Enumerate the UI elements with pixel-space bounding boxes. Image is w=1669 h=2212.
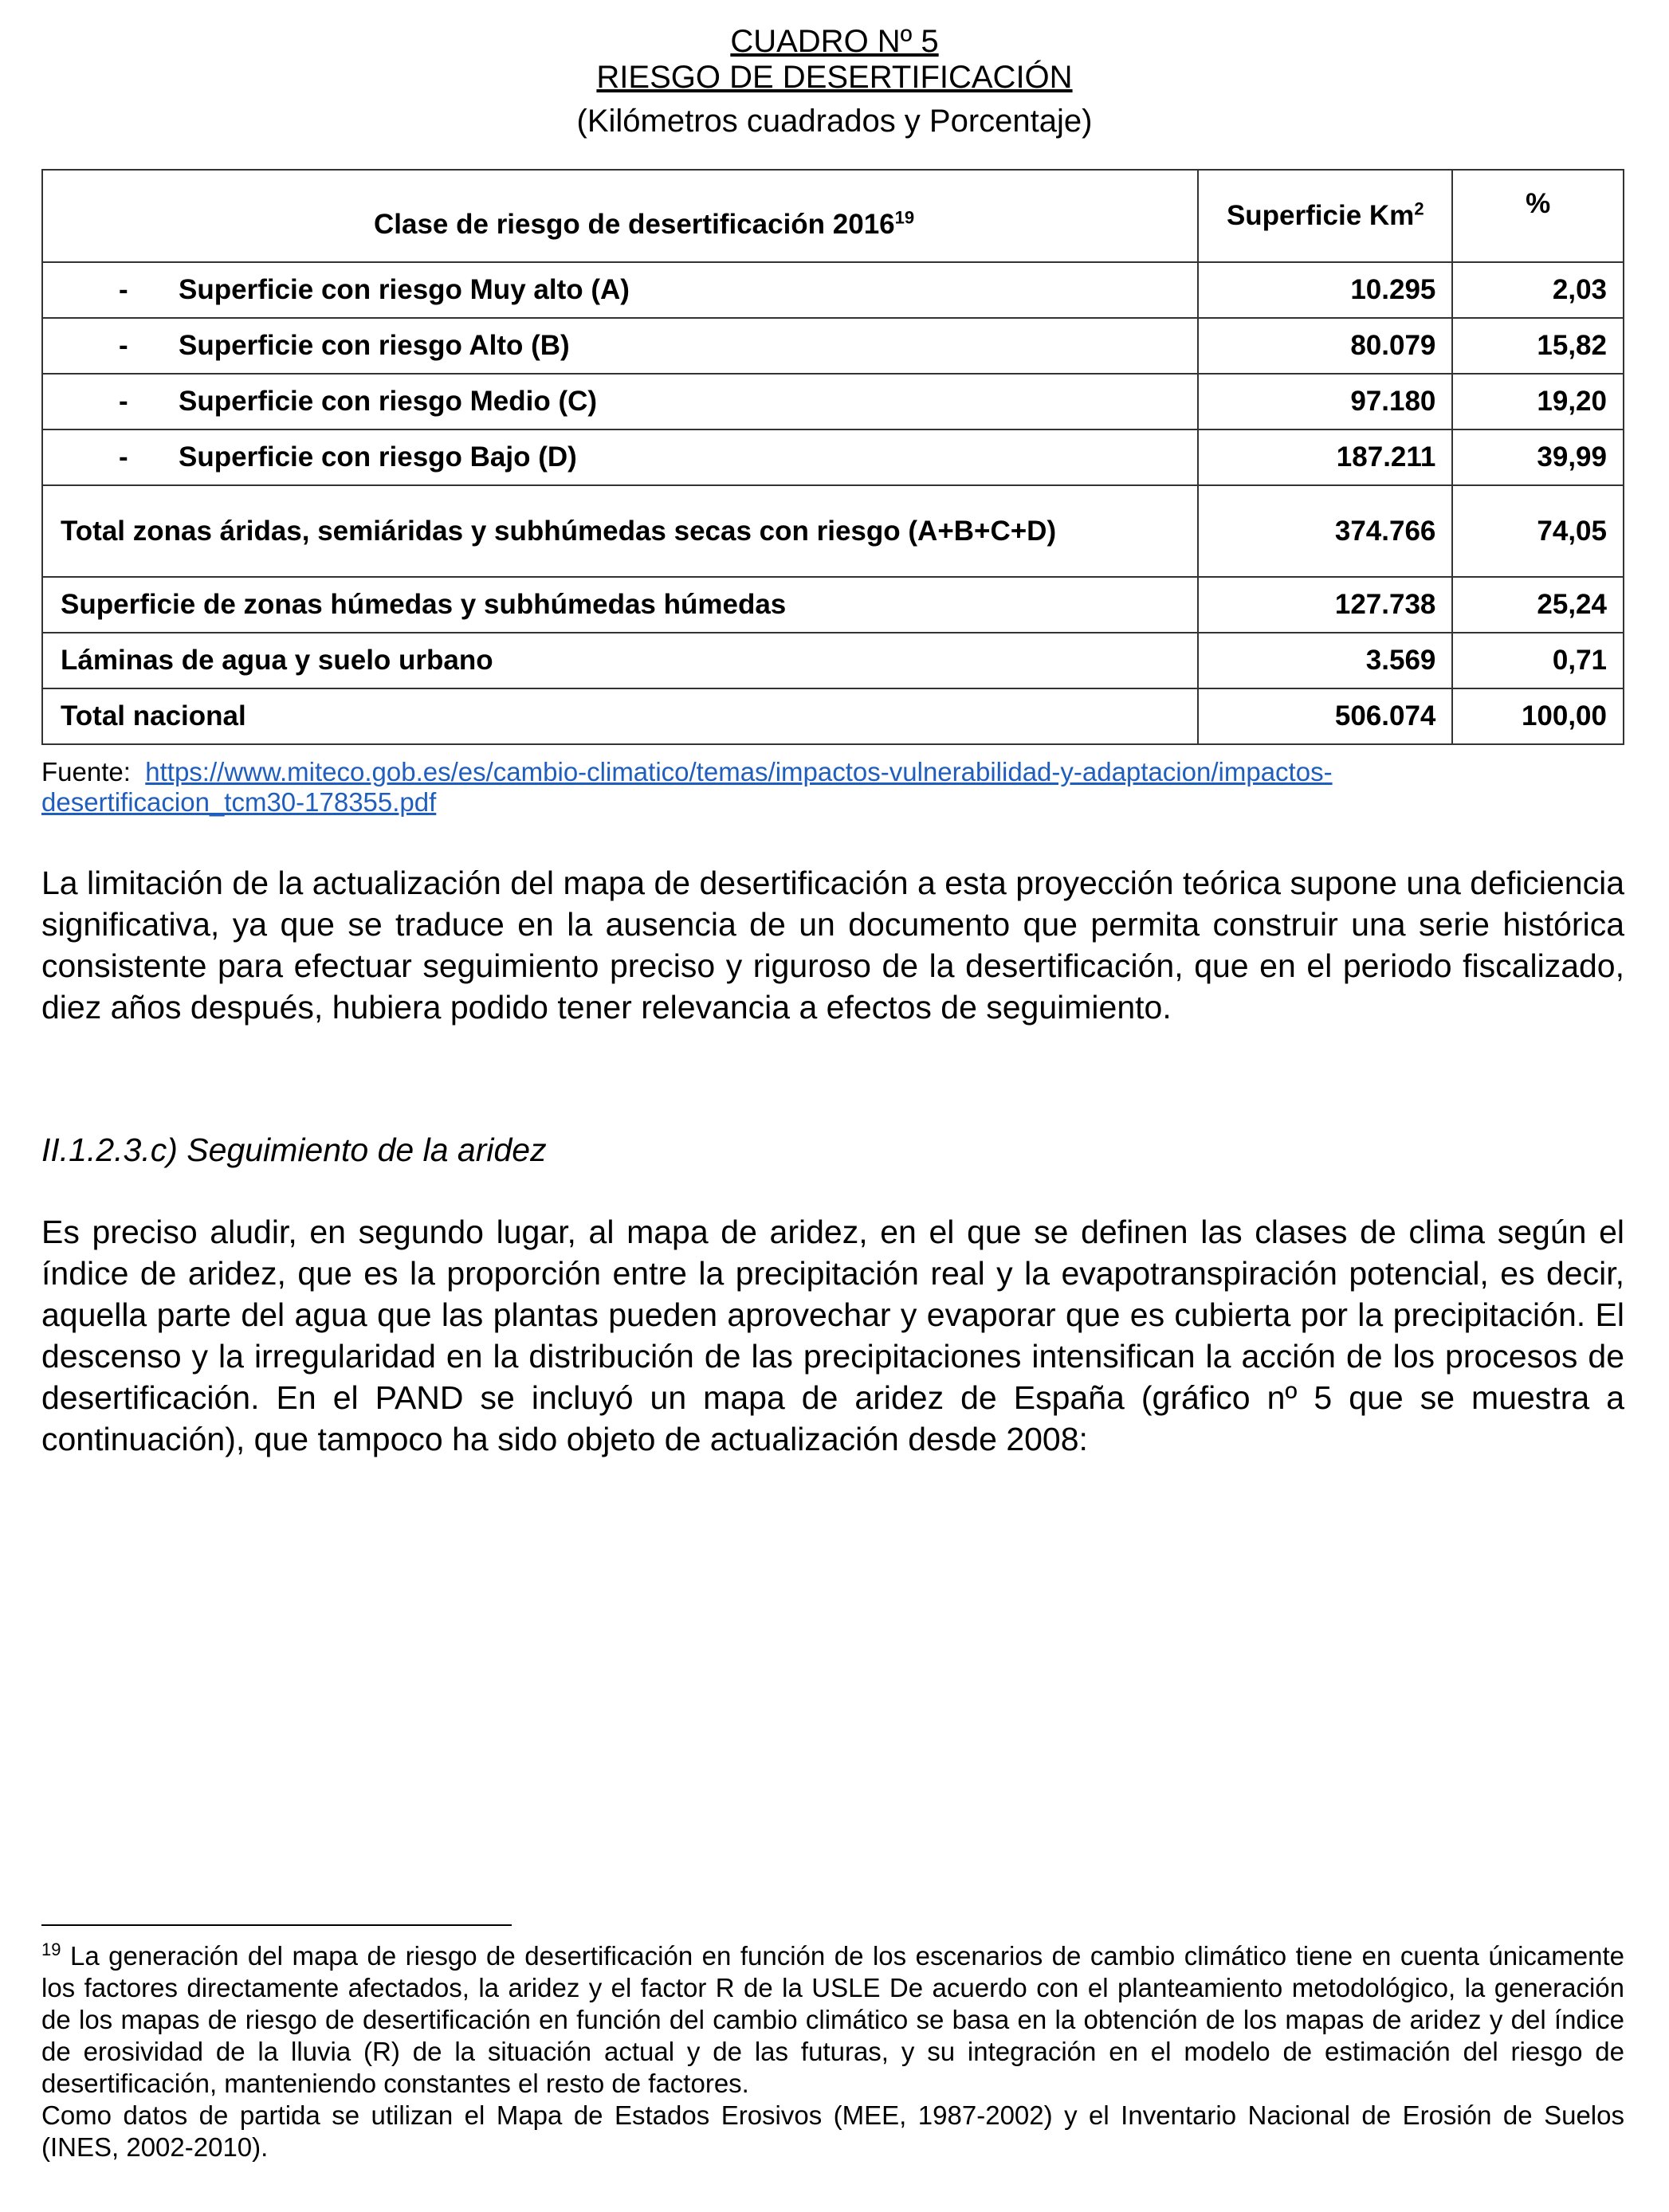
table-row — [42, 633, 1624, 688]
row-label: - Superficie con riesgo Alto (B) — [42, 318, 1198, 374]
footnote-text-1: $^{19}$ La generación del mapa de riesgo de desertificación en función de los escenarios de cambio climático tiene en cuenta únicamente los factores directamente afectados, la aridez y el factor R de la USLE De acuerdo con el planteamiento metodológico, la generación de los mapas de riesgo de desertificación en función del cambio climático se basa en la obtención de los mapas de aridez y del índice de erosividad de la lluvia (R) de la situación actual y de las futuras, y su integración en el modelo de estimación del riesgo de desertificación, manteniendo constantes el resto de factores. — [41, 1939, 1624, 2098]
footnote-text-2: Como datos de partida se utilizan el Mapa de Estados Erosivos (MEE, 1987-2002) y el Inventario Nacional de Erosión de Suelos (INES, 2002-2010). — [41, 2100, 1624, 2162]
source-label: Fuente: — [41, 757, 131, 786]
table-source — [41, 757, 1628, 818]
footnote-19 — [41, 1940, 1624, 2163]
table-number-title: CUADRO Nº 5 — [730, 24, 939, 59]
table-row — [42, 429, 1624, 485]
row-km2: 97.180 — [1198, 374, 1452, 429]
body-paragraph-1: La limitación de la actualización del mapa de desertificación a esta proyección teórica supone una deficiencia significativa, ya que se traduce en la ausencia de un documento que permita construir una serie histórica consistente para efectuar seguimiento preciso y riguroso de la desertificación, que en el periodo fiscalizado, diez años después, hubiera podido tener relevancia a efectos de seguimiento. — [41, 865, 1624, 1026]
row-km2: 3.569 — [1198, 633, 1452, 688]
header-percent: % — [1452, 170, 1624, 262]
row-pct: 19,20 — [1452, 374, 1624, 429]
footnote-mark: 19 — [41, 1939, 61, 1959]
row-pct: 2,03 — [1452, 262, 1624, 318]
source-link[interactable]: https://www.miteco.gob.es/es/cambio-climatico/temas/impactos-vulnerabilidad-y-adaptacion/impactos- desertificacion_tcm30-178355.pdf — [41, 757, 1333, 817]
row-label: - Superficie con riesgo Medio (C) — [42, 374, 1198, 429]
row-pct: 25,24 — [1452, 577, 1624, 633]
row-km2: 506.074 — [1198, 688, 1452, 744]
row-km2: 374.766 — [1198, 485, 1452, 577]
row-km2: 127.738 — [1198, 577, 1452, 633]
row-label: - Superficie con riesgo Bajo (D) — [42, 429, 1198, 485]
row-pct: 0,71 — [1452, 633, 1624, 688]
table-row — [42, 374, 1624, 429]
table-row — [42, 577, 1624, 633]
row-pct: 74,05 — [1452, 485, 1624, 577]
table-header-row — [42, 170, 1624, 262]
row-km2: 80.079 — [1198, 318, 1452, 374]
row-label: Total zonas áridas, semiáridas y subhúmedas secas con riesgo (A+B+C+D) — [42, 485, 1198, 577]
row-label: Total nacional — [42, 688, 1198, 744]
table-row-total-national — [42, 688, 1624, 744]
table-title-block — [0, 24, 1669, 141]
table-row — [42, 262, 1624, 318]
table-main-title: RIESGO DE DESERTIFICACIÓN — [596, 60, 1073, 95]
table-row-total-arid — [42, 485, 1624, 577]
row-label: Láminas de agua y suelo urbano — [42, 633, 1198, 688]
footnote-ref-19: 19 — [894, 207, 915, 228]
table-row — [42, 318, 1624, 374]
table-subtitle: (Kilómetros cuadrados y Porcentaje) — [576, 104, 1093, 139]
header-surface: Superficie Km$^2$ — [1198, 170, 1452, 262]
header-risk-class: Clase de riesgo de desertificación 2016$^{19}$ — [42, 170, 1198, 262]
section-heading: II.1.2.3.c) Seguimiento de la aridez — [41, 1131, 547, 1168]
body-paragraph-2: Es preciso aludir, en segundo lugar, al mapa de aridez, en el que se definen las clases de clima según el índice de aridez, que es la proporción entre la precipitación real y la evapotranspiración potencial, es decir, aquella parte del agua que las plantas pueden aprovechar y evaporar que es cubierta por la precipitación. El descenso y la irregularidad en la distribución de las precipitaciones intensifican la acción de los procesos de desertificación. En el PAND se incluyó un mapa de aridez de España (gráfico nº 5 que se muestra a continuación), que tampoco ha sido objeto de actualización desde 2008: — [41, 1214, 1624, 1457]
desertification-risk-table — [41, 169, 1624, 745]
row-pct: 15,82 — [1452, 318, 1624, 374]
row-km2: 10.295 — [1198, 262, 1452, 318]
footnote-separator — [41, 1924, 512, 1926]
row-label: - Superficie con riesgo Muy alto (A) — [42, 262, 1198, 318]
row-km2: 187.211 — [1198, 429, 1452, 485]
row-pct: 100,00 — [1452, 688, 1624, 744]
row-pct: 39,99 — [1452, 429, 1624, 485]
row-label: Superficie de zonas húmedas y subhúmedas húmedas — [42, 577, 1198, 633]
